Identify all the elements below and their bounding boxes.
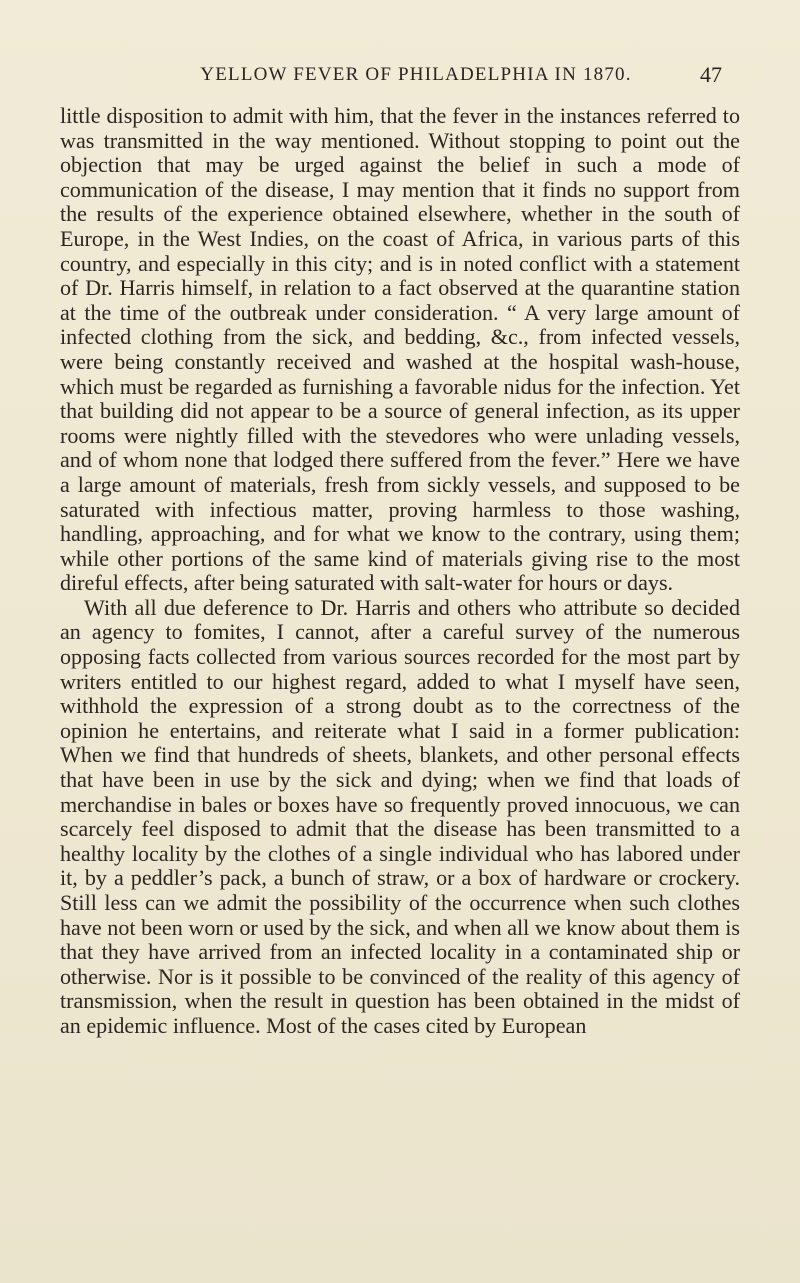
body-text (60, 104, 740, 1039)
running-title: YELLOW FEVER OF PHILADELPHIA IN 1870. (200, 64, 632, 85)
paragraph-fomites: With all due deference to Dr. Harris and others who attribute so decided an agency to fomites, I cannot, after a careful survey of the numerous opposing facts collected from various sources recorded for the most part by writers entitled to our highest regard, added to what I myself have seen, withhold the expression of a strong doubt as to the correctness of the opinion he entertains, and reiterate what I said in a former publication: When we find that hundreds of sheets, blankets, and other personal effects that have been in use by the sick and dying; when we find that loads of merchandise in bales or boxes have so frequently proved innocuous, we can scarcely feel disposed to admit that the disease has been transmitted to a healthy locality by the clothes of a single individual who has labored under it, by a peddler’s pack, a bunch of straw, or a box of hardware or crockery. Still less can we admit the possibility of the occurrence when such clothes have not been worn or used by the sick, and when all we know about them is that they have arrived from an infected locality in a contaminated ship or otherwise. Nor is it possible to be convinced of the reality of this agency of transmission, when the result in question has been obtained in the midst of an epidemic influence. Most of the cases cited by European (60, 594, 740, 1038)
page-number: 47 (700, 62, 722, 87)
paragraph-continuation: little disposition to admit with him, that the fever in the instances referred to was transmitted in the way mentioned. Without stopping to point out the objection that may be urged against the belief in such a mode of communication of the disease, I may mention that it finds no support from the results of the experience obtained elsewhere, whether in the south of Europe, in the West Indies, on the coast of Africa, in various parts of this country, and especially in this city; and is in noted conflict with a statement of Dr. Harris himself, in relation to a fact observed at the quarantine station at the time of the outbreak under consideration. “ A very large amount of infected clothing from the sick, and bedding, &c., from infected vessels, were being constantly received and washed at the hospital wash-house, which must be regarded as furnishing a favorable nidus for the infection. Yet that building did not appear to be a source of general infection, as its upper rooms were nightly filled with the stevedores who were unlading vessels, and of whom none that lodged there suffered from the fever.” Here we have a large amount of materials, fresh from sickly vessels, and supposed to be saturated with infectious matter, proving harmless to those washing, handling, approaching, and for what we know to the contrary, using them; while other portions of the same kind of materials giving rise to the most direful effects, after being saturated with salt-water for hours or days. (60, 103, 740, 596)
running-head (110, 62, 722, 92)
